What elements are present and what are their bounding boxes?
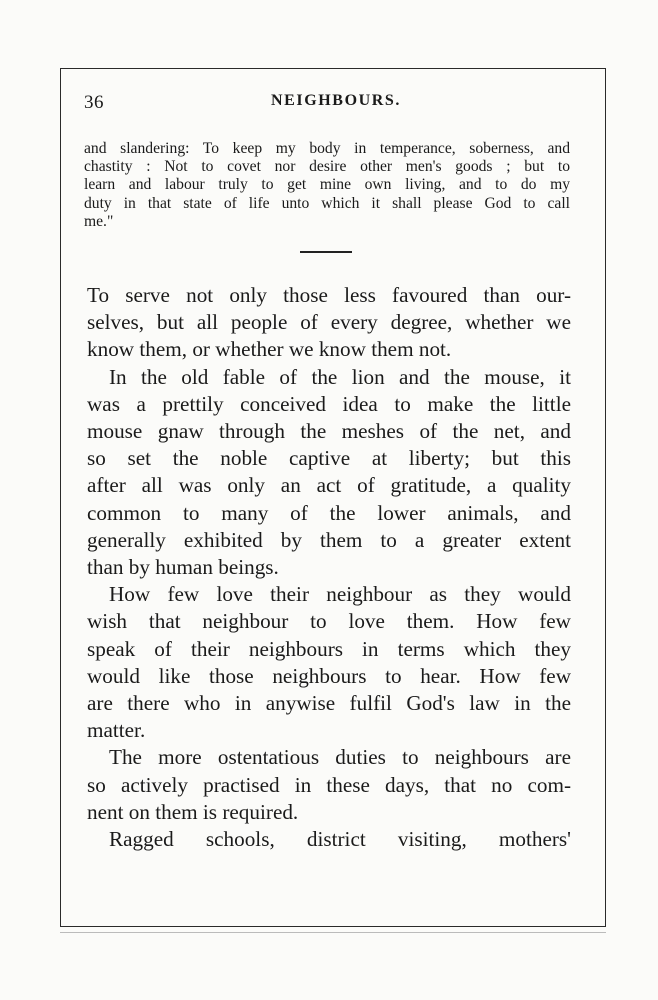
text-line: generally exhibited by them to a greater extent [87, 527, 571, 552]
text-line: know them, or whether we know them not. [87, 337, 452, 362]
text-line: would like those neighbours to hear. How few [87, 663, 571, 688]
text-line: was a prettily conceived idea to make the little [87, 391, 571, 416]
extract-line: chastity : Not to covet nor desire other men's goods ; but to [84, 158, 570, 176]
running-head: NEIGHBOURS. [270, 92, 402, 109]
extract-line: and slandering: To keep my body in temperance, soberness, and [84, 140, 570, 157]
quoted-extract [84, 140, 570, 231]
paragraph [87, 364, 571, 582]
extract-line: me." [84, 212, 114, 230]
text-line: To serve not only those less favoured than our- [87, 283, 571, 307]
text-line: nent on them is required. [87, 799, 299, 824]
text-line: matter. [87, 718, 146, 743]
text-line: wish that neighbour to love them. How few [87, 609, 571, 634]
paragraph [87, 581, 571, 744]
page-number: 36 [84, 92, 104, 113]
text-line: after all was only an act of gratitude, a quality [87, 473, 571, 498]
text-line: common to many of the lower animals, and [87, 500, 571, 525]
text-line: Ragged schools, district visiting, mothers' [109, 827, 571, 852]
text-line: The more ostentatious duties to neighbours are [109, 745, 571, 770]
text-line: How few love their neighbour as they would [109, 582, 571, 607]
paragraph [87, 744, 571, 826]
text-line: are there who in anywise fulfil God's law in the [87, 691, 571, 716]
paragraph [87, 282, 571, 364]
page-header [84, 92, 580, 118]
text-line: speak of their neighbours in terms which they [87, 636, 571, 661]
extract-line: learn and labour truly to get mine own living, and to do my [84, 176, 570, 194]
extract-line: duty in that state of life unto which it shall please God to call [84, 194, 570, 212]
text-line: selves, but all people of every degree, whether we [87, 310, 571, 335]
paragraph [87, 826, 571, 853]
text-line: mouse gnaw through the meshes of the net, and [87, 419, 571, 444]
text-line: so actively practised in these days, that no com- [87, 772, 571, 797]
text-line: so set the noble captive at liberty; but this [87, 446, 571, 471]
section-divider-rule [300, 251, 352, 253]
body-text [87, 282, 571, 853]
page-bottom-edge [60, 932, 606, 933]
text-line: than by human beings. [87, 555, 279, 580]
text-line: In the old fable of the lion and the mouse, it [109, 364, 571, 389]
